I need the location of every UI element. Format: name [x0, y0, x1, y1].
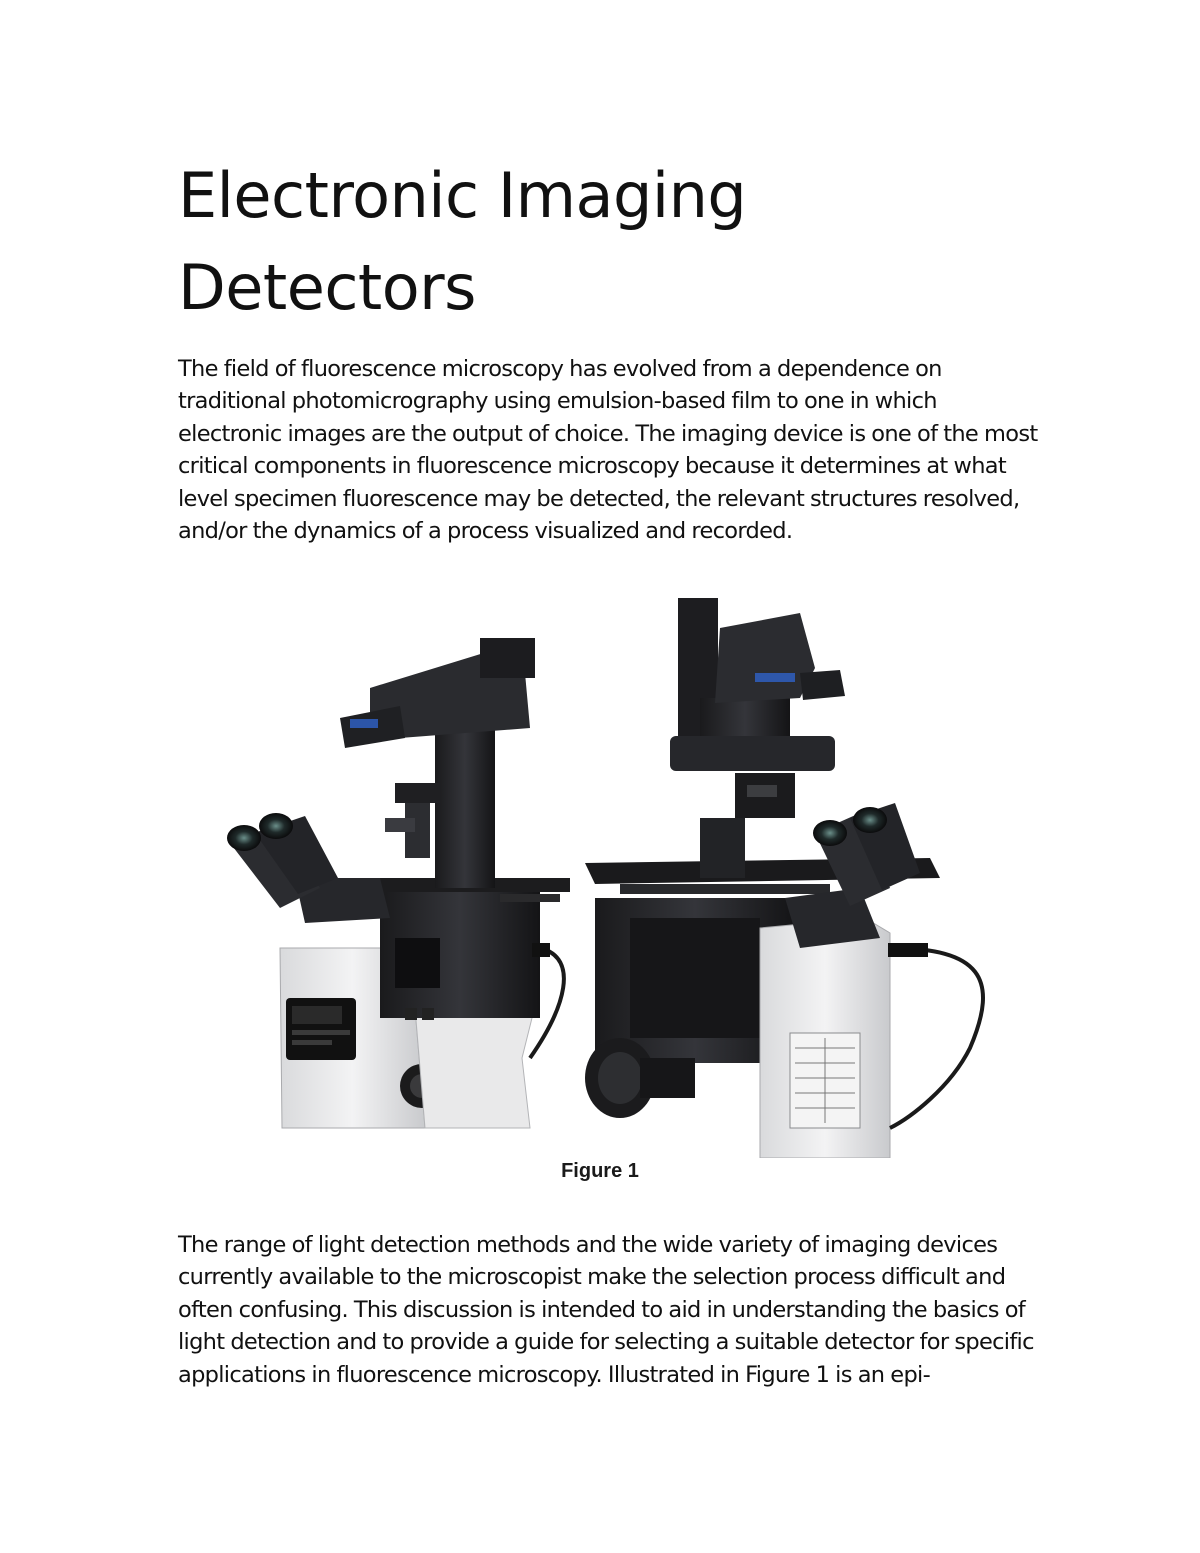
- microscopes-image: [200, 588, 1030, 1158]
- page-title: Electronic Imaging Detectors: [178, 159, 747, 324]
- body-paragraph: The range of light detection methods and the wide variety of imaging devices currently available to the microscopist make the selection process difficult and often confusing. This discussion is intended to aid in understanding the basics of light detection and to provide a guide for selecting a suitable detector for specific applications in fluorescence microscopy. Illustrated in Figure 1 is an epi-: [178, 1232, 1034, 1388]
- intro-paragraph: The field of fluorescence microscopy has evolved from a dependence on traditional photomicrography using emulsion-based film to one in which electronic images are the output of choice. The imaging device is one of the most critical components in fluorescence microscopy because it determines at what level specimen fluorescence may be detected, the relevant structures resolved, and/or the dynamics of a process visualized and recorded.: [178, 356, 1038, 545]
- left-microscope: [227, 638, 570, 1128]
- figure-caption: Figure 1: [561, 1160, 639, 1182]
- figure-1: [200, 588, 1030, 1193]
- right-microscope: [585, 598, 983, 1158]
